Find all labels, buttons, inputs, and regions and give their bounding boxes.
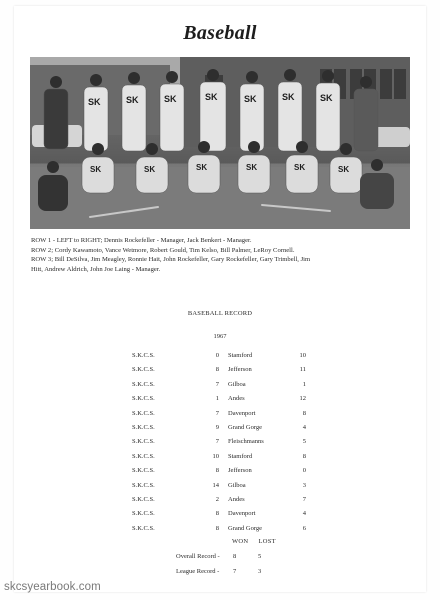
svg-text:SK: SK — [338, 165, 350, 174]
opponent-score: 10 — [299, 352, 306, 359]
svg-text:SK: SK — [246, 163, 258, 172]
svg-text:SK: SK — [144, 165, 156, 174]
opponent-name: Stamford — [228, 352, 253, 359]
overall-lost: 5 — [258, 553, 262, 560]
team-name: S.K.C.S. — [132, 424, 155, 431]
team-score: 8 — [215, 366, 219, 374]
won-label: WON — [232, 538, 249, 545]
league-lost: 3 — [258, 568, 262, 575]
opponent-score: 3 — [302, 481, 306, 489]
game-row — [0, 381, 440, 391]
team-name: S.K.C.S. — [132, 380, 155, 388]
game-row — [0, 438, 440, 448]
record-title: BASEBALL RECORD — [187, 310, 253, 317]
opponent-name: Gilboa — [228, 380, 246, 388]
team-score: 8 — [215, 524, 219, 532]
overall-label: Overall Record - — [176, 553, 220, 560]
game-row — [0, 424, 440, 434]
opponent-name: Gilboa — [228, 481, 246, 489]
game-row — [0, 453, 440, 463]
svg-text:SK: SK — [196, 163, 208, 172]
caption-row-2: ROW 2; Cordy Kawamoto, Vance Wetmore, Robert Gould, Tim Kelso, Bill Palmer, LeRoy Cornell. — [31, 246, 295, 254]
opponent-score: 4 — [302, 510, 306, 518]
caption-row-1: ROW 1 - LEFT to RIGHT; Dennis Rockefeller - Manager, Jack Benkert - Manager. — [31, 237, 252, 244]
site-watermark: skcsyearbook.com — [4, 581, 101, 593]
won-lost-header — [232, 538, 286, 545]
team-name: S.K.C.S. — [132, 438, 155, 446]
svg-text:SK: SK — [294, 163, 306, 172]
opponent-name: Jefferson — [228, 467, 252, 475]
team-score: 8 — [215, 467, 219, 475]
team-score: 8 — [215, 510, 219, 518]
team-score: 7 — [215, 380, 219, 388]
opponent-name: Grand Gorge — [228, 524, 262, 532]
team-name: S.K.C.S. — [132, 510, 155, 518]
opponent-name: Grand Gorge — [228, 424, 262, 431]
game-row — [0, 366, 440, 376]
team-score: 2 — [215, 496, 219, 503]
team-score: 14 — [212, 481, 219, 489]
caption-row-3: ROW 3; Bill DeSilva, Jim Meagley, Ronnie Hait, John Rockefeller, Gary Rockefeller, Gary Trimbell, Jim — [31, 256, 311, 264]
caption-row-3-cont: Hitt, Andrew Aldrich, John Joe Laing - Manager. — [31, 265, 161, 273]
page-title: Baseball — [183, 22, 257, 44]
opponent-name: Stamford — [228, 452, 253, 460]
team-name: S.K.C.S. — [132, 366, 155, 374]
team-name: S.K.C.S. — [132, 496, 155, 503]
svg-text:SK: SK — [320, 93, 333, 103]
lost-label: LOST — [258, 538, 276, 545]
team-photo — [30, 57, 410, 229]
opponent-score: 7 — [302, 496, 306, 503]
team-score: 1 — [215, 395, 219, 403]
team-score: 7 — [215, 438, 219, 446]
opponent-score: 6 — [302, 524, 306, 532]
team-score: 10 — [212, 452, 219, 460]
opponent-name: Davenport — [228, 409, 256, 417]
team-name: S.K.C.S. — [132, 409, 155, 417]
overall-won: 8 — [233, 553, 237, 560]
opponent-score: 8 — [302, 452, 306, 460]
opponent-name: Fleischmanns — [228, 438, 264, 446]
league-won: 7 — [233, 568, 237, 575]
team-name: S.K.C.S. — [132, 467, 155, 475]
photo-caption — [31, 236, 411, 274]
opponent-score: 1 — [302, 380, 306, 388]
team-name: S.K.C.S. — [132, 452, 155, 460]
opponent-score: 8 — [302, 409, 306, 417]
opponent-name: Andes — [228, 395, 245, 403]
game-row — [0, 410, 440, 420]
game-row — [0, 352, 440, 362]
opponent-score: 4 — [302, 424, 306, 431]
game-row — [0, 482, 440, 492]
svg-text:SK: SK — [88, 97, 101, 107]
opponent-name: Davenport — [228, 510, 256, 518]
opponent-score: 0 — [302, 467, 306, 475]
opponent-score: 12 — [299, 395, 306, 403]
team-name: S.K.C.S. — [132, 524, 155, 532]
game-row — [0, 496, 440, 506]
team-name: S.K.C.S. — [132, 352, 155, 359]
game-row — [0, 395, 440, 405]
game-row — [0, 510, 440, 520]
opponent-name: Jefferson — [228, 366, 252, 374]
svg-text:SK: SK — [244, 94, 257, 104]
team-name: S.K.C.S. — [132, 395, 155, 403]
team-score: 9 — [215, 424, 219, 431]
opponent-score: 5 — [302, 438, 306, 446]
league-label: League Record - — [176, 568, 220, 575]
opponent-score: 11 — [299, 366, 306, 374]
svg-text:SK: SK — [282, 92, 295, 102]
opponent-name: Andes — [228, 496, 245, 503]
game-row — [0, 525, 440, 535]
team-name: S.K.C.S. — [132, 481, 155, 489]
game-row — [0, 467, 440, 477]
team-score: 0 — [215, 352, 219, 359]
team-score: 7 — [215, 409, 219, 417]
record-year: 1967 — [213, 333, 227, 340]
svg-text:SK: SK — [90, 165, 102, 174]
svg-text:SK: SK — [164, 94, 177, 104]
svg-text:SK: SK — [126, 95, 139, 105]
svg-text:SK: SK — [205, 92, 218, 102]
